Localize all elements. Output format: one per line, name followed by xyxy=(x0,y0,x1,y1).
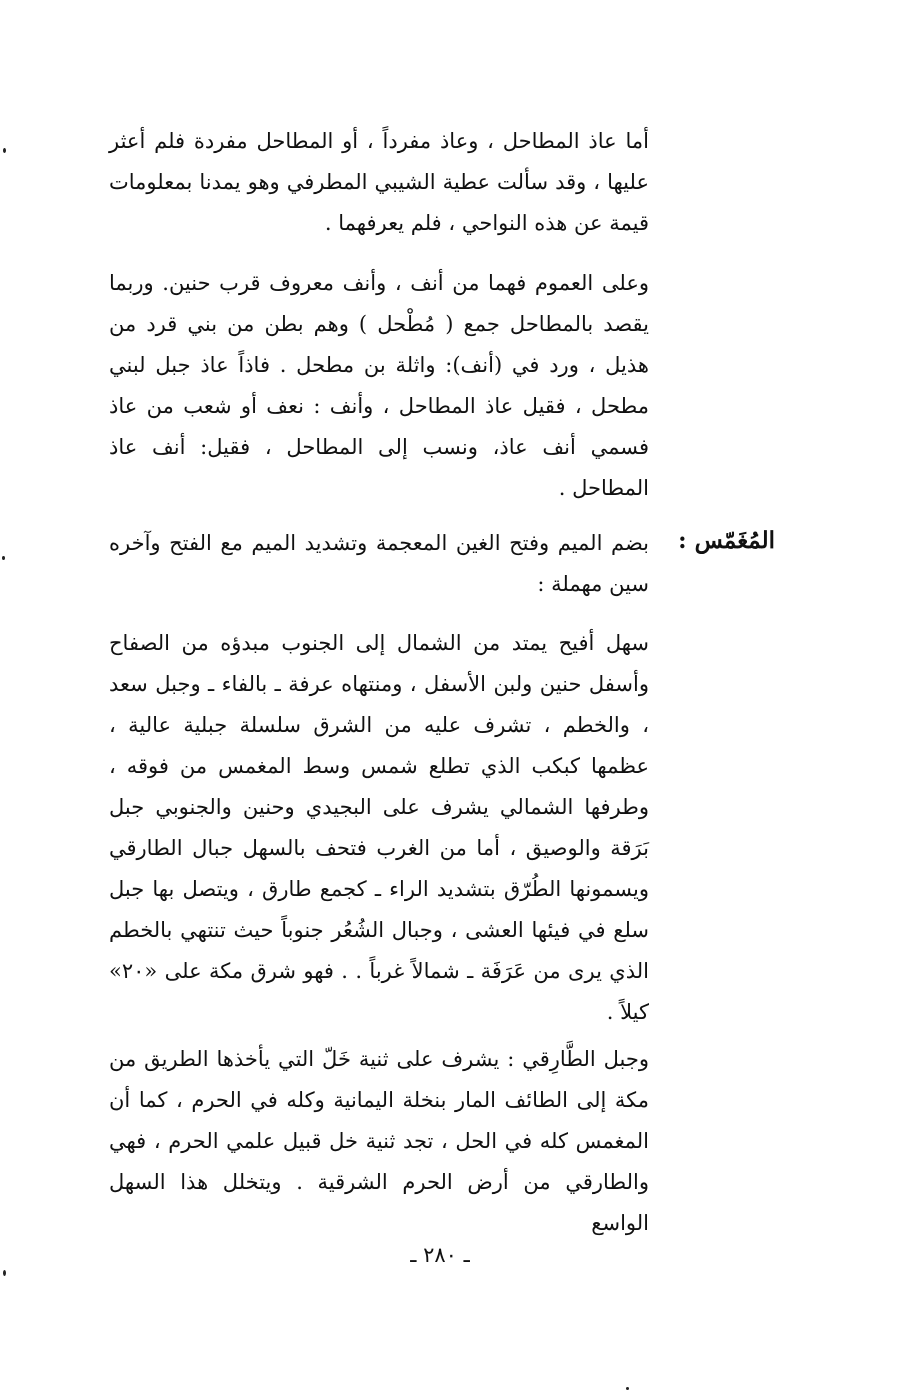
page-number: ـ ٢٨٠ ـ xyxy=(410,1243,470,1267)
paragraph-plain-description: سهل أفيح يمتد من الشمال إلى الجنوب مبدؤه من الصفاح وأسفل حنين ولبن الأسفل ، ومنتهاه عرفة ـ بالفاء ـ وجبل سعد ، والخطم ، تشرف عليه من الشرق سلسلة جبلية عالية ، عظمها كبكب الذي تطلع شمس وسط المغمس من فوقه ، وطرفها الشمالي يشرف على البجيدي وحنين والجنوبي جبل بَرَقة والوصيق ، أما من الغرب فتحف بالسهل جبال الطارقي ويسمونها الطُرّق بتشديد الراء ـ كجمع طارق ، ويتصل بها جبل سلع في فيئها العشى ، وجبال الشُعُر جنوباً حيث تنتهي بالخطم الذي يرى من عَرَفَة ـ شمالاً غرباً . . فهو شرق مكة على «٢٠» كيلاً . xyxy=(109,631,649,1024)
paragraph-aaz-almatahil: أما عاذ المطاحل ، وعاذ مفرداً ، أو المطاحل مفردة فلم أعثر عليها ، وقد سألت عطية الشيبي المطرفي وهو يمدنا بمعلومات قيمة عن هذه النواحي ، فلم يعرفهما . xyxy=(109,129,649,235)
paragraph-jabal-altariqi: وجبل الطَّارِقي : يشرف على ثنية خَلّ التي يأخذها الطريق من مكة إلى الطائف المار بنخلة اليمانية وكله في الحرم ، كما أن المغمس كله في الحل ، تجد ثنية خل قبيل علمي الحرم ، فهي والطارقي من أرض الحرم الشرقية . ويتخلل هذا السهل الواسع xyxy=(109,1047,649,1235)
paragraph-pronunciation: بضم الميم وفتح الغين المعجمة وتشديد الميم مع الفتح وآخره سين مهملة : xyxy=(109,531,649,596)
scan-speck xyxy=(3,148,6,153)
paragraph-anf-explanation: وعلى العموم فهما من أنف ، وأنف معروف قرب حنين. وربما يقصد بالمطاحل جمع ( مُطْحل ) وهم بطن من بني قرد من هذيل ، ورد في (أنف): واثلة بن مطحل . فاذاً عاذ جبل لبني مطحل ، فقيل عاذ المطاحل ، وأنف : نعف أو شعب من عاذ فسمي أنف عاذ، ونسب إلى المطاحل ، فقيل: أنف عاذ المطاحل . xyxy=(109,271,650,500)
scan-speck xyxy=(3,1270,6,1276)
scan-speck xyxy=(626,1387,629,1390)
entry-heading-almughammas: المُغَمّس : xyxy=(678,527,775,554)
scan-speck xyxy=(2,556,5,560)
